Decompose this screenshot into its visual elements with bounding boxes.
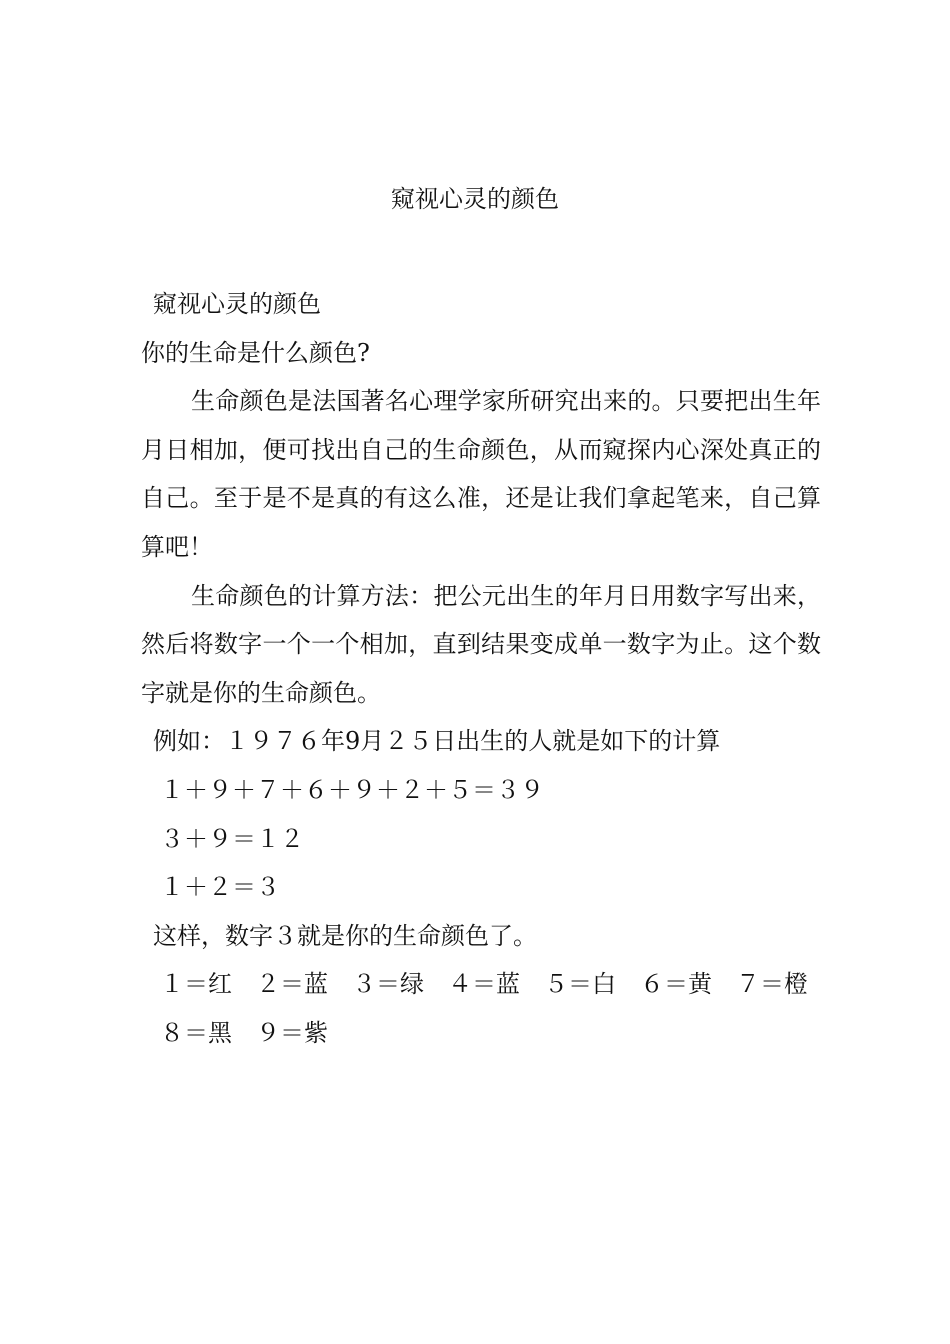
method-paragraph: 生命颜色的计算方法：把公元出生的年月日用数字写出来，然后将数字一个一个相加，直到结果变成单一数字为止。这个数字就是你的生命颜色。 — [141, 581, 821, 707]
conclusion-line: 这样，数字３就是你的生命颜色了。 — [153, 921, 537, 950]
color-map: １＝红 ２＝蓝 ３＝绿 ４＝蓝 ５＝白 ６＝黄 ７＝橙 ８＝黑 ９＝紫 — [160, 970, 832, 1047]
calculation-step-3: １＋２＝３ — [160, 873, 280, 902]
calculation-step-2: ３＋９＝１２ — [160, 824, 304, 853]
subtitle: 窥视心灵的颜色 — [153, 290, 321, 318]
document-body — [141, 280, 832, 1058]
calculation-step-1: １＋９＋７＋６＋９＋２＋５＝３９ — [160, 775, 544, 804]
question-line: 你的生命是什么颜色? — [141, 338, 370, 367]
intro-paragraph: 生命颜色是法国著名心理学家所研究出来的。只要把出生年月日相加，便可找出自己的生命颜色，从而窥探内心深处真正的自己。至于是不是真的有这么准，还是让我们拿起笔来，自己算算吧！ — [141, 387, 821, 561]
example-line: 例如：１９７６年9月２５日出生的人就是如下的计算 — [153, 727, 721, 756]
page-title: 窥视心灵的颜色 — [391, 185, 559, 213]
